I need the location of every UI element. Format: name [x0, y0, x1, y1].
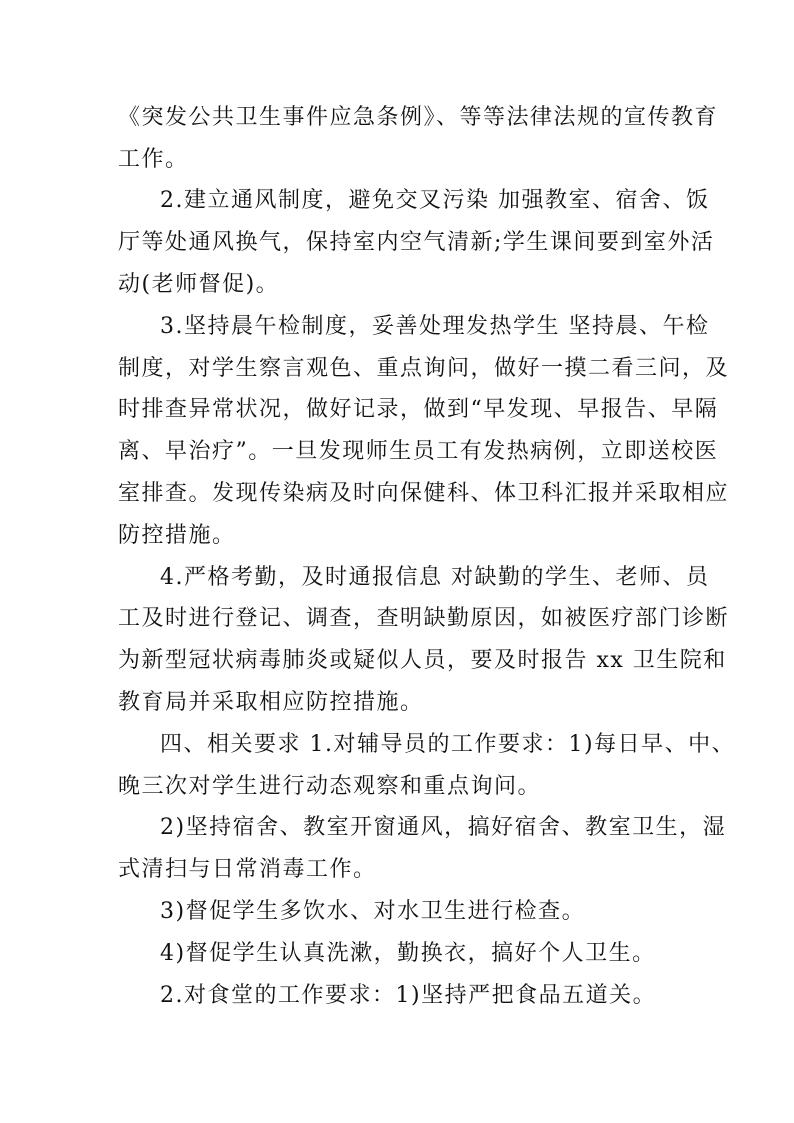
text-line: 教育局并采取相应防控措施。	[118, 690, 424, 715]
text-line: 离、早治疗”。一旦发现师生员工有发热病例，立即送校医	[118, 439, 719, 464]
text-line: 《突发公共卫生事件应急条例》、等等法律法规的宣传教育	[118, 105, 719, 130]
paragraph-start: 4.严格考勤，及时通报信息 对缺勤的学生、老师、员	[160, 565, 710, 590]
paragraph-start: 3)督促学生多饮水、对水卫生进行检查。	[160, 899, 586, 924]
paragraph-start: 四、相关要求 1.对辅导员的工作要求：1)每日早、中、	[160, 732, 736, 757]
text-line: 为新型冠状病毒肺炎或疑似人员，要及时报告 xx 卫生院和	[118, 648, 727, 673]
text-line: 工作。	[118, 147, 189, 172]
paragraph-start: 2.建立通风制度，避免交叉污染 加强教室、宿舍、饭	[160, 188, 710, 213]
text-line: 时排查异常状况，做好记录，做到“早发现、早报告、早隔	[118, 397, 719, 422]
text-line: 防控措施。	[118, 523, 236, 548]
paragraph-start: 3.坚持晨午检制度，妥善处理发热学生 坚持晨、午检	[160, 314, 710, 339]
text-line: 工及时进行登记、调查，查明缺勤原因，如被医疗部门诊断	[118, 606, 730, 631]
text-line: 制度，对学生察言观色、重点询问，做好一摸二看三问，及	[118, 356, 730, 381]
text-line: 晚三次对学生进行动态观察和重点询问。	[118, 774, 542, 799]
paragraph-start: 4)督促学生认真洗漱，勤换衣，搞好个人卫生。	[160, 941, 656, 966]
paragraph-start: 2)坚持宿舍、教室开窗通风，搞好宿舍、教室卫生，湿	[160, 815, 727, 840]
text-line: 式清扫与日常消毒工作。	[118, 857, 377, 882]
text-line: 厅等处通风换气，保持室内空气清新;学生课间要到室外活	[118, 230, 715, 255]
paragraph-start: 2.对食堂的工作要求：1)坚持严把食品五道关。	[160, 983, 657, 1008]
text-line: 室排查。发现传染病及时向保健科、体卫科汇报并采取相应	[118, 481, 730, 506]
text-line: 动(老师督促)。	[118, 272, 280, 297]
